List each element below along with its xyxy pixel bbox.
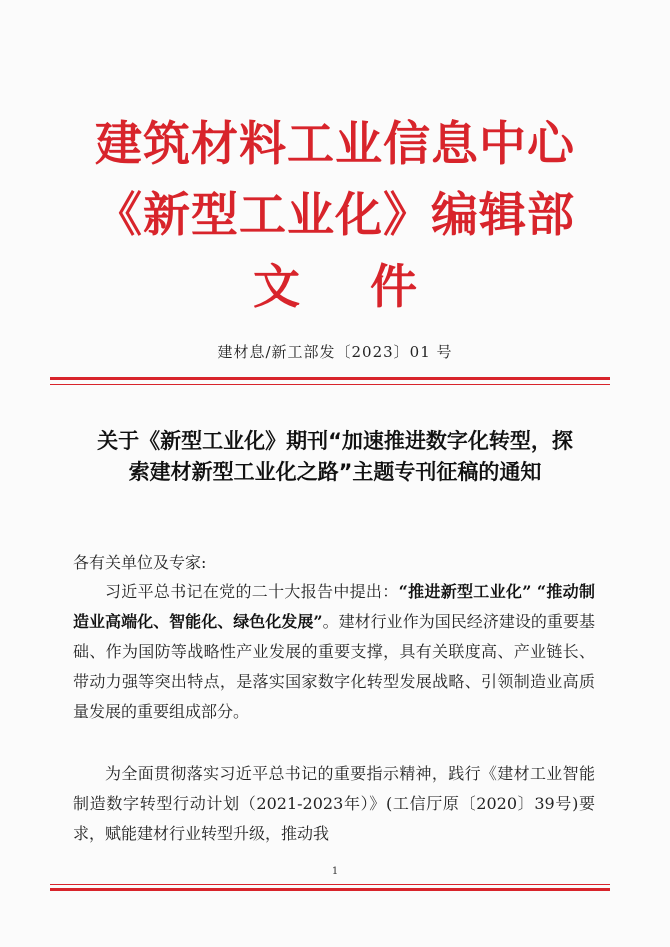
paragraph-1-lead: 习近平总书记在党的二十大报告中提出： <box>105 582 399 601</box>
paragraph-1-rest: 。建材行业作为国民经济建设的重要基础、作为国防等战略性产业发展的重要支撑，具有关联度高、产业链长、带动力强等突出特点，是落实国家数字化转型发展战略、引领制造业高质量发展的重要组成部分。 <box>73 612 595 721</box>
footer-divider-thick <box>50 888 610 891</box>
page-number: 1 <box>331 866 339 877</box>
quote-manufacturing: “推动制造业高端化、智能化、绿色化发展” <box>73 582 595 631</box>
header-divider-thin <box>50 384 610 385</box>
paragraph-2 <box>73 759 595 849</box>
paragraph-2-text: 为全面贯彻落实习近平总书记的重要指示精神，践行《建材工业智能制造数字转型行动计划（2021-2023年）》(工信厅原〔2020〕39号)要求，赋能建材行业转型升级，推动我 <box>73 764 595 843</box>
salutation: 各有关单位及专家: <box>73 553 207 572</box>
masthead-word-wen: 文 <box>253 260 300 315</box>
quote-new-industrialization: “推进新型工业化” <box>398 582 532 601</box>
notice-title: 关于《新型工业化》期刊“加速推进数字化转型，探索建材新型工业化之路”主题专刊征稿的通知 <box>97 429 573 484</box>
masthead-word-jian: 件 <box>370 260 417 315</box>
masthead-line-2: 《新型工业化》编辑部 <box>95 188 575 243</box>
masthead-line-3 <box>0 258 670 318</box>
masthead-line-1: 建筑材料工业信息中心 <box>95 117 575 172</box>
document-number: 建材息/新工部发〔2023〕01 号 <box>217 343 453 361</box>
footer-divider-thin <box>50 884 610 885</box>
paragraph-1 <box>73 577 595 727</box>
header-divider-thick <box>50 377 610 380</box>
